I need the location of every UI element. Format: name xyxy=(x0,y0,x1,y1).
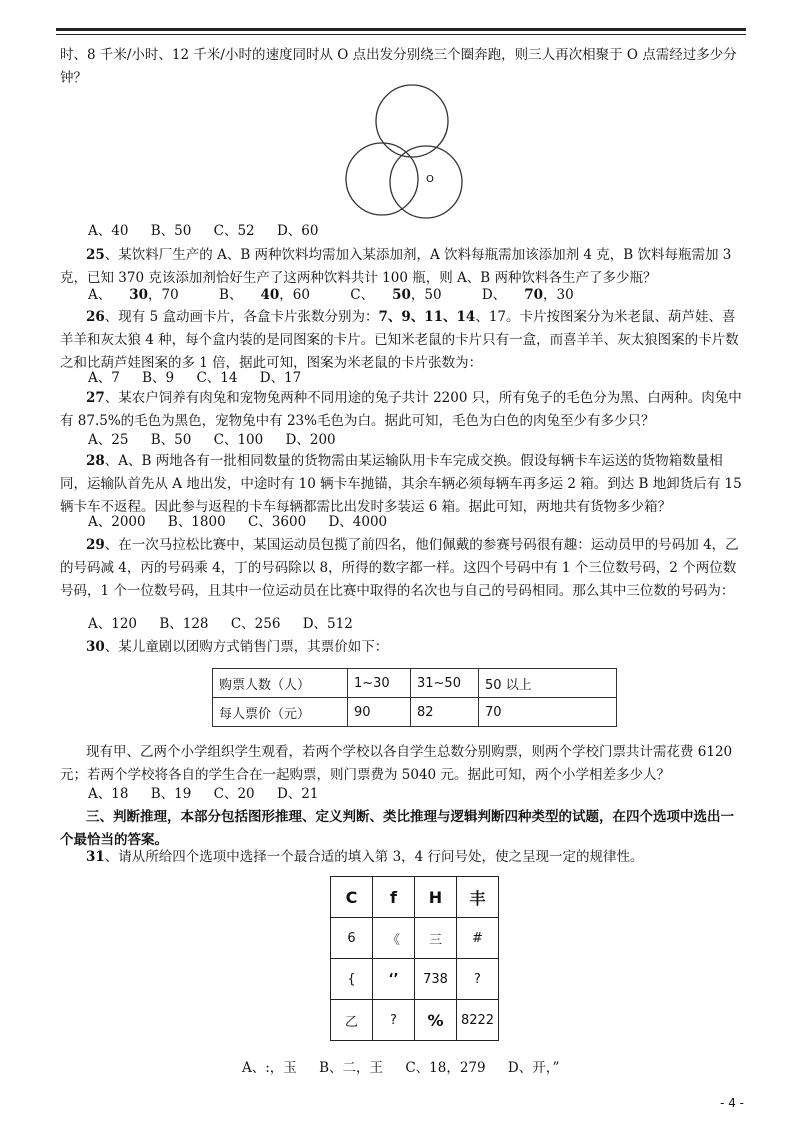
table-cell: 50 以上 xyxy=(479,669,617,698)
q28-text: 28、A、B 两地各有一批相同数量的货物需由某运输队用卡车完成交换。假设每辆卡车运送的货物箱数量相同，运输队首先从 A 地出发，中途时有 10 辆卡车抛锚，其余车辆必须每辆车再多运 2 箱。到达 B 地卸货后有 15 辆卡车不返程。因此参与返程的卡车每辆都需比出发时多装运 6 箱。据此可知，两地共有货物多少箱？ xyxy=(60,453,742,515)
header-rule-thin xyxy=(56,34,746,35)
q24-options xyxy=(88,221,336,241)
q27-text: 27、某农户饲养有肉兔和宠物兔两种不同用途的兔子共计 2200 只，所有兔子的毛色分为黑、白两种。肉兔中有 87.5%的毛色为黑色，宠物兔中有 23%毛色为白。据此可知，毛色为白色的肉兔至少有多少只？ xyxy=(60,390,742,429)
q30-text: 现有甲、乙两个小学组织学生观看，若两个学校以各自学生总数分别购票，则两个学校门票共计需花费 6120 元；若两个学校将各自的学生合在一起购票，则门票费为 5040 元。据此可知，两个小学相差多少人？ xyxy=(60,744,733,783)
table-cell: 90 xyxy=(348,698,411,727)
q31-options xyxy=(242,1058,577,1078)
grid-cell: 三 xyxy=(415,918,457,959)
q25-options xyxy=(88,285,610,305)
page-number: - 4 - xyxy=(720,1096,744,1110)
q26-number: 26 xyxy=(86,309,105,325)
grid-cell: ‘’ xyxy=(373,959,415,1000)
q26-option-c: C、14 xyxy=(196,370,238,386)
section-3-heading: 三、判断推理，本部分包括图形推理、定义判断、类比推理与逻辑判断四种类型的试题，在四个选项中选出一个最恰当的答案。 xyxy=(60,809,734,848)
grid-cell: 丰 xyxy=(457,877,499,918)
q30-option-c: C、20 xyxy=(213,786,255,802)
circle-left xyxy=(346,143,418,215)
q24-line1: 时、8 千米/小时、12 千米/小时的速度同时从 O 点出发分别绕三个圈奔跑，则三人再次相聚于 O 点需经过多少分 xyxy=(60,47,737,63)
grid-cell: C xyxy=(331,877,373,918)
grid-cell: 6 xyxy=(331,918,373,959)
symbol-grid xyxy=(330,876,499,1041)
ticket-price-table xyxy=(212,668,617,727)
q26-text: 26、现有 5 盒动画卡片，各盒卡片张数分别为：7、9、11、14、17。卡片按图案分为米老鼠、葫芦娃、喜羊羊和灰太狼 4 种，每个盒内装的是同图案的卡片。已知米老鼠的卡片只有一盒，而喜羊羊、灰太狼图案的卡片数之和比葫芦娃图案的多 1 倍，据此可知，图案为米老鼠的卡片张数为： xyxy=(60,309,739,371)
table-cell: 1~30 xyxy=(348,669,411,698)
q28-option-d: D、4000 xyxy=(328,514,388,530)
grid-cell: ? xyxy=(457,959,499,1000)
q29-option-c: C、256 xyxy=(230,616,281,632)
q30-option-a: A、18 xyxy=(88,786,129,802)
table-row xyxy=(213,698,617,727)
q25-text xyxy=(60,244,746,290)
q25-body: 、某饮料厂生产的 A、B 两种饮料均需加入某添加剂，A 饮料每瓶需加该添加剂 4 克，B 饮料每瓶需加 3 克，已知 370 克该添加剂恰好生产了这两种饮料共计 100 瓶，则 A、B 两种饮料各生产了多少瓶？ xyxy=(60,247,732,286)
grid-row xyxy=(331,918,499,959)
q28-option-a: A、2000 xyxy=(88,514,146,530)
q27-option-a: A、25 xyxy=(88,432,129,448)
table-row xyxy=(213,669,617,698)
point-o-label: O xyxy=(426,174,434,185)
q30-option-b: B、19 xyxy=(150,786,192,802)
three-circles-diagram xyxy=(340,84,465,224)
q28-option-b: B、1800 xyxy=(167,514,226,530)
q24-option-c: C、52 xyxy=(213,223,255,239)
q26-bold-list: 7、9、11、14 xyxy=(378,309,476,325)
q31-option-a: A、:，玉 xyxy=(242,1060,297,1076)
q26-option-d: D、17 xyxy=(259,370,302,386)
q26-option-a: A、7 xyxy=(88,370,120,386)
q31-option-d: D、开，” xyxy=(507,1060,560,1076)
grid-cell: ? xyxy=(373,1000,415,1041)
grid-cell: 8222 xyxy=(457,1000,499,1041)
q29-option-a: A、120 xyxy=(88,616,138,632)
circle-top xyxy=(376,85,448,157)
q31-option-c: C、18，279 xyxy=(405,1060,486,1076)
grid-cell: 《 xyxy=(373,918,415,959)
q29-option-b: B、128 xyxy=(159,616,209,632)
q24-option-a: A、40 xyxy=(88,223,129,239)
header-rule-thick xyxy=(56,28,746,31)
q31-text: 31、请从所给四个选项中选择一个最合适的填入第 3，4 行问号处，使之呈现一定的规律性。 xyxy=(86,849,644,865)
grid-cell: 738 xyxy=(415,959,457,1000)
grid-cell: { xyxy=(331,959,373,1000)
q29-text: 29、在一次马拉松比赛中，某国运动员包揽了前四名，他们佩戴的参赛号码很有趣：运动员甲的号码加 4，乙的号码减 4，丙的号码乘 4，丁的号码除以 8，所得的数字都一样。这四个号码中有 1 个三位数号码，2 个两位数号码，1 个一位数号码，且其中一位运动员在比赛中取得的名次也与自己的号码相同。那么其中三位数的号码为： xyxy=(60,537,739,599)
grid-row xyxy=(331,959,499,1000)
q25-option-d: D、 70，30 xyxy=(481,287,574,303)
table-cell: 70 xyxy=(479,698,617,727)
q25-option-b: B、 40，60 xyxy=(219,287,310,303)
table-cell: 82 xyxy=(411,698,479,727)
grid-cell: # xyxy=(457,918,499,959)
q27-option-d: D、200 xyxy=(285,432,336,448)
grid-row xyxy=(331,1000,499,1041)
q25-number: 25 xyxy=(86,247,105,263)
q30-option-d: D、21 xyxy=(276,786,319,802)
q29-option-d: D、512 xyxy=(302,616,353,632)
q24-option-b: B、50 xyxy=(150,223,192,239)
q26-option-b: B、9 xyxy=(142,370,175,386)
q30-options xyxy=(88,784,336,804)
grid-cell: H xyxy=(415,877,457,918)
q28-options xyxy=(88,512,405,532)
q30-intro: 30、某儿童剧以团购方式销售门票，其票价如下： xyxy=(86,639,389,655)
q31-option-b: B、二，王 xyxy=(319,1060,384,1076)
q29-number: 29 xyxy=(86,537,105,553)
table-cell: 31~50 xyxy=(411,669,479,698)
grid-cell: f xyxy=(373,877,415,918)
table-cell: 每人票价（元） xyxy=(213,698,348,727)
q30-number: 30 xyxy=(86,639,105,655)
table-cell: 购票人数（人） xyxy=(213,669,348,698)
grid-cell: 乙 xyxy=(331,1000,373,1041)
q25-option-c: C、 50，50 xyxy=(350,287,442,303)
grid-row xyxy=(331,877,499,918)
q28-number: 28 xyxy=(86,453,105,469)
grid-cell: % xyxy=(415,1000,457,1041)
q31-number: 31 xyxy=(86,849,105,865)
q27-option-c: C、100 xyxy=(213,432,264,448)
q25-option-a: A、 30，70 xyxy=(88,287,179,303)
q28-option-c: C、3600 xyxy=(247,514,307,530)
q29-options xyxy=(88,614,371,634)
q27-option-b: B、50 xyxy=(150,432,192,448)
q27-options xyxy=(88,430,354,450)
q27-number: 27 xyxy=(86,390,105,406)
q24-line2: 钟？ xyxy=(60,70,87,86)
q24-option-d: D、60 xyxy=(276,223,319,239)
q26-options xyxy=(88,368,319,388)
